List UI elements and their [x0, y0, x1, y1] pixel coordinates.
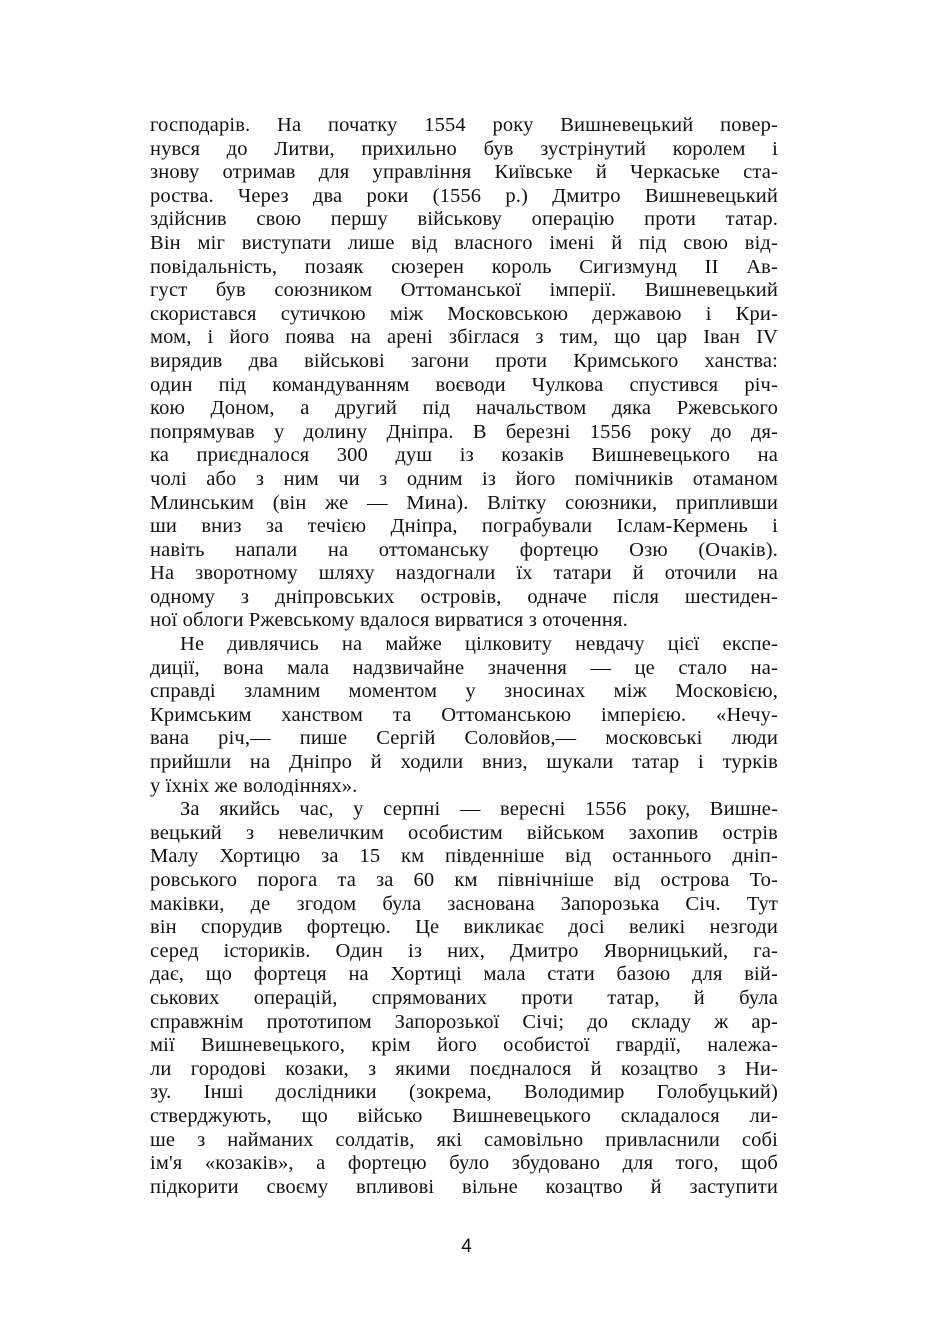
text-line: Кримським ханством та Оттоманською імперією. «Нечу-: [150, 703, 778, 726]
text-line: чолі або з ним чи з одним із його помічників отаманом: [150, 467, 778, 490]
text-line: одному з дніпровських островів, одначе після шестиден-: [150, 585, 778, 608]
text-line: ровського порога та за 60 км північніше від острова То-: [150, 869, 778, 891]
text-line: справді зламним моментом у зносинах між Московією,: [150, 680, 778, 703]
text-line: ім'я «козаків», а фортецю було збудовано для того, щоб: [150, 1152, 778, 1175]
text-line: скористався сутичкою між Московською державою і Кри-: [150, 302, 778, 325]
text-line: диції, вона мала надзвичайне значення — це стало на-: [150, 656, 778, 679]
text-line: ка приєдналося 300 душ із козаків Вишневецького на: [150, 444, 778, 467]
text-line: серед істориків. Один із них, Дмитро Яворницький, га-: [150, 939, 778, 962]
text-line: вецький з невеличким особистим військом захопив острів: [150, 821, 778, 844]
text-line: у їхніх же володіннях».: [150, 774, 358, 797]
text-line: нувся до Литви, прихильно був зустрінутий королем і: [150, 137, 778, 160]
text-line: Малу Хортицю за 15 км південніше від останнього дніп-: [150, 845, 778, 868]
text-line: стверджують, що військо Вишневецького складалося ли-: [150, 1104, 778, 1127]
text-line: навіть напали на оттоманську фортецю Озю (Очаків).: [150, 538, 778, 561]
text-line: підкорити своєму впливові вільне козацтво й заступити: [150, 1175, 778, 1198]
text-line: Не дивлячись на майже цілковиту невдачу цієї експе-: [180, 633, 778, 656]
text-line: зу. Інші дослідники (зокрема, Володимир Голобуцький): [150, 1081, 778, 1104]
text-line: ше з найманих солдатів, які самовільно привласнили собі: [150, 1128, 778, 1151]
text-line: маківки, де згодом була заснована Запорозька Січ. Тут: [150, 892, 778, 915]
text-line: кою Доном, а другий під начальством дяка Ржевського: [150, 397, 778, 420]
text-line: ли городові козаки, з якими поєдналося й козацтво з Ни-: [150, 1057, 778, 1080]
text-line: ної облоги Ржевському вдалося вирватися з оточення.: [150, 609, 628, 632]
body-text: [150, 114, 778, 1199]
text-line: повідальність, позаяк сюзерен король Сигизмунд ІІ Ав-: [150, 255, 778, 278]
text-line: попрямував у долину Дніпра. В березні 1556 року до дя-: [150, 420, 778, 443]
text-line: здійснив свою першу військову операцію проти татар.: [150, 208, 778, 231]
text-line: господарів. На початку 1554 року Вишневецький повер-: [150, 114, 778, 136]
text-line: мії Вишневецького, крім його особистої гвардії, належа-: [150, 1034, 778, 1057]
text-line: знову отримав для управління Київське й Черкаське ста-: [150, 161, 778, 184]
text-line: він спорудив фортецю. Це викликає досі великі незгоди: [150, 916, 778, 939]
text-line: Він міг виступати лише від власного імені й під свою від-: [150, 231, 778, 254]
text-line: Млинським (він же — Мина). Влітку союзники, припливши: [150, 491, 778, 514]
text-line: один під командуванням воєводи Чулкова спустився річ-: [150, 373, 778, 396]
text-line: справжнім прототипом Запорозької Січі; до складу ж ар-: [150, 1010, 778, 1033]
text-line: густ був союзником Оттоманської імперії. Вишневецький: [150, 279, 778, 302]
text-line: ськових операцій, спрямованих проти татар, й була: [150, 986, 778, 1009]
text-line: вирядив два військові загони проти Кримського ханства:: [150, 349, 778, 372]
text-line: ши вниз за течією Дніпра, пограбували Іслам-Кермень і: [150, 515, 778, 538]
page-number: 4: [461, 1236, 472, 1257]
text-line: За якийсь час, у серпні — вересні 1556 року, Вишне-: [180, 798, 778, 821]
text-line: вана річ,— пише Сергій Соловйов,— московські люди: [150, 727, 778, 750]
text-line: мом, і його поява на арені збіглася з тим, що цар Іван IV: [150, 326, 778, 349]
text-line: На зворотному шляху наздогнали їх татари й оточили на: [150, 562, 778, 585]
text-line: роства. Через два роки (1556 р.) Дмитро Вишневецький: [150, 184, 778, 207]
text-line: дає, що фортеця на Хортиці мала стати базою для вій-: [150, 963, 778, 986]
text-line: прийшли на Дніпро й ходили вниз, шукали татар і турків: [150, 751, 778, 774]
